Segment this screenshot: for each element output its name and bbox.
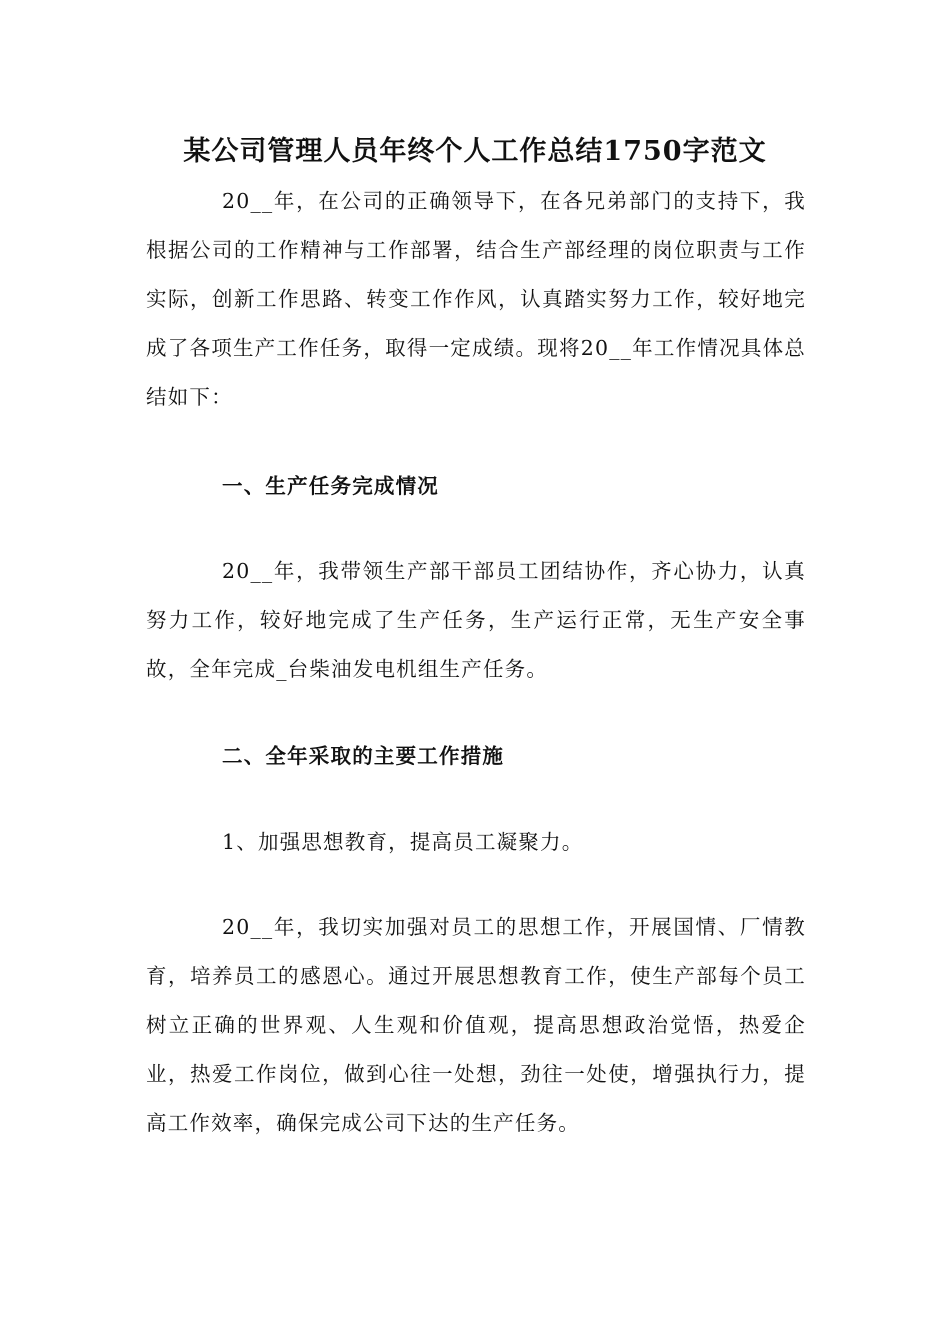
section-heading-main-measures: 二、全年采取的主要工作措施 [222, 744, 505, 768]
production-paragraph: 20__年，我带领生产部干部员工团结协作，齐心协力，认真努力工作，较好地完成了生产任务，生产运行正常，无生产安全事故，全年完成_台柴油发电机组生产任务。 [146, 559, 806, 681]
section-heading-production-tasks: 一、生产任务完成情况 [222, 474, 439, 498]
education-paragraph: 20__年，我切实加强对员工的思想工作，开展国情、厂情教育，培养员工的感恩心。通过开展思想教育工作，使生产部每个员工树立正确的世界观、人生观和价值观，提高思想政治觉悟，热爱企业，热爱工作岗位，做到心往一处想，劲往一处使，增强执行力，提高工作效率，确保完成公司下达的生产任务。 [146, 915, 806, 1135]
intro-paragraph: 20__年，在公司的正确领导下，在各兄弟部门的支持下，我根据公司的工作精神与工作部署，结合生产部经理的岗位职责与工作实际，创新工作思路、转变工作作风，认真踏实努力工作，较好地完成了各项生产工作任务，取得一定成绩。现将20__年工作情况具体总结如下： [146, 189, 806, 409]
subheading-ideological-education: 1、加强思想教育，提高员工凝聚力。 [222, 830, 584, 854]
document-title: 某公司管理人员年终个人工作总结1750字范文 [183, 136, 767, 167]
